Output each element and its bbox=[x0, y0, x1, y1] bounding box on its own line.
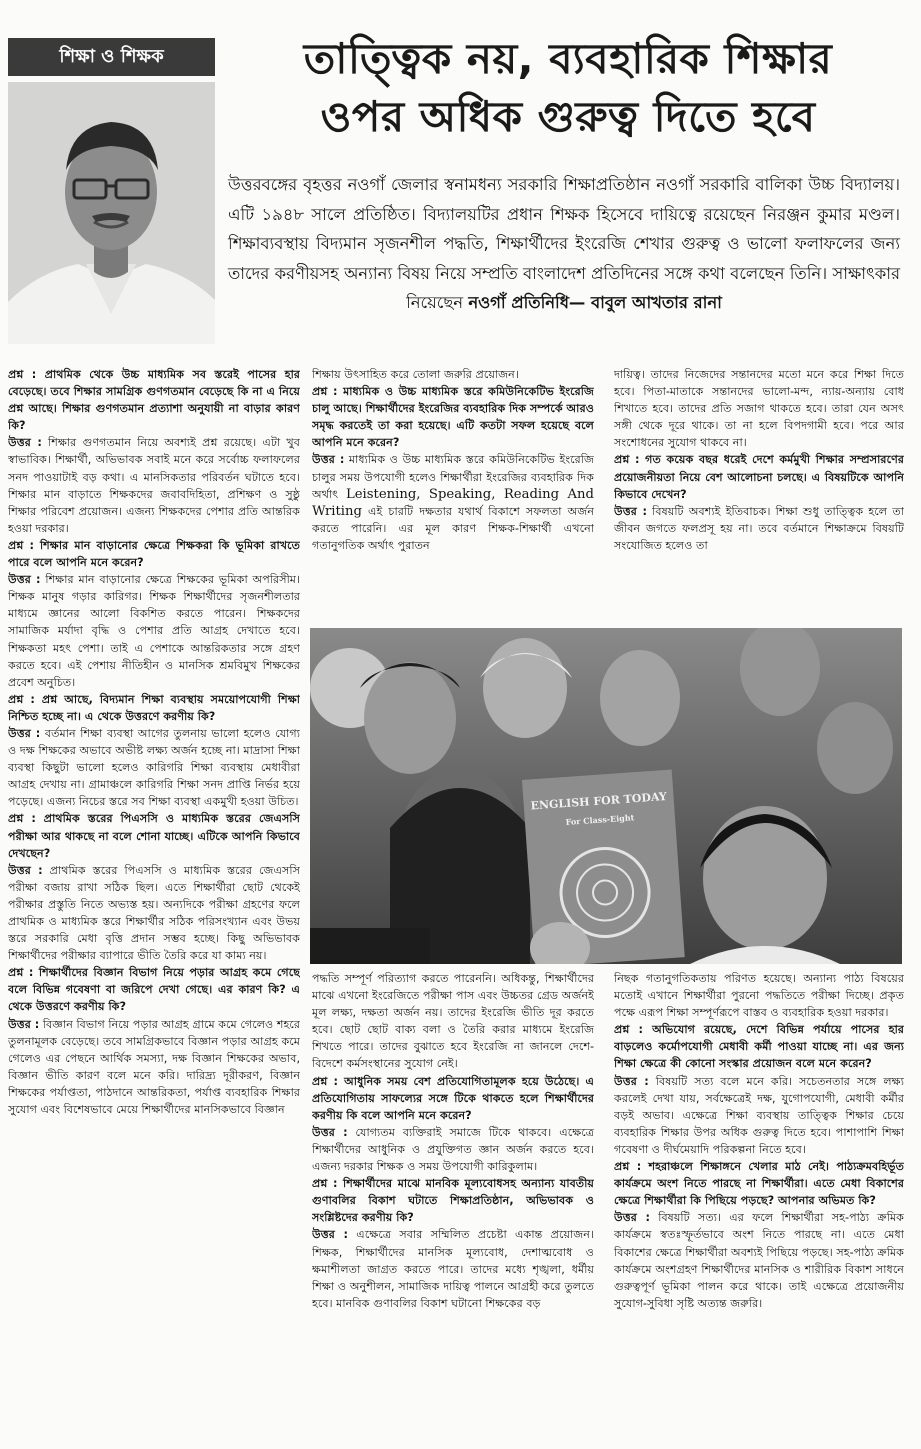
column-3 bbox=[614, 366, 904, 624]
answer-text: শিক্ষার মান বাড়ানোর ক্ষেত্রে শিক্ষকের ভূমিকা অপরিসীম। শিক্ষক মানুষ গড়ার কারিগর। শিক্ষক শিক্ষার্থীদের সৃজনশীলতার মাধ্যমে জ্ঞানের আলো বিকশিত করতে পারেন। শিক্ষকদের সামাজিক মর্যাদা বৃদ্ধি ও পেশার প্রতি আগ্রহ দেখাতে হবে। শিক্ষকতা মহৎ পেশা। তাই এ পেশাকে আন্তরিকতার সঙ্গে গ্রহণ করতে হবে। এই পেশায় নীতিহীন ও মানসিক শ্রমবিমুখ শিক্ষকের প্রবেশ অনুচিত। bbox=[8, 573, 300, 689]
answer-text: বিষয়টি অবশ্যই ইতিবাচক। শিক্ষা শুধু তাত্ত্বিক হলে তা জীবন জগতে ফলপ্রসূ হয় না। তবে বর্তমানে শিক্ষাক্রমে বিষয়টি সংযোজিত হলেও তা bbox=[614, 504, 904, 552]
answer-text: বর্তমান শিক্ষা ব্যবস্থা আগের তুলনায় ভালো হলেও যোগ্য ও দক্ষ শিক্ষকের অভাবে অভীষ্ট লক্ষ্য অর্জন হচ্ছে না। মাদ্রাসা শিক্ষা ব্যবস্থা কিছুটা ভালো হলেও কারিগরি শিক্ষা ব্যবস্থায় মেধাবীরা আগ্রহ দেখায় না। গ্রামাঞ্চলে কারিগরি শিক্ষা সনদ প্রাপ্তি নির্ভর হয়ে পড়েছে। এজন্য নিচের স্তরে সব শিক্ষা ব্যবস্থা একমুখী হওয়া উচিত। bbox=[8, 726, 300, 809]
answer-text: মাধ্যমিক ও উচ্চ মাধ্যমিক স্তরে কমিউনিকেটিভ ইংরেজি চালুর সময় উপযোগী হলেও শিক্ষার্থীরা ইংরেজির ব্যবহারিক দিক অর্থাৎ bbox=[312, 453, 594, 501]
continued-text: পদ্ধতি সম্পূর্ণ পরিত্যাগ করতে পারেননি। অধিকন্তু, শিক্ষার্থীদের মাঝে এখনো ইংরেজিতে পরীক্ষা পাস এবং উচ্চতর গ্রেড অর্জনই মূল লক্ষ্য, দক্ষতা অর্জন নয়। তাদের ইংরেজি ভীতি দূর করতে হবে। ছোট ছোট বাক্য বলা ও তৈরি করার মাধ্যমে ইংরেজি শিখতে পারে। তাদের বুঝাতে হবে ইংরেজি না জানলে দেশে-বিদেশে কর্মসংস্থানের সুযোগ নেই। bbox=[312, 972, 594, 1071]
question: প্রশ্ন : শহরাঞ্চলে শিক্ষাঙ্গনে খেলার মাঠ নেই। পাঠ্যক্রমবহির্ভূত কার্যক্রমে অংশ নিতে পারছে না শিক্ষার্থীরা। এতে মেধা বিকাশের ক্ষেত্রে শিক্ষার্থীরা কি পিছিয়ে পড়ছে? আপনার অভিমত কি? bbox=[614, 1160, 904, 1208]
headline-line-1: তাত্ত্বিক নয়, ব্যবহারিক শিক্ষার bbox=[303, 34, 833, 83]
book-title: ENGLISH FOR TODAY bbox=[530, 789, 668, 813]
question: প্রশ্ন : শিক্ষার্থীদের বিজ্ঞান বিভাগ নিয়ে পড়ার আগ্রহ কমে গেছে বলে বিভিন্ন গবেষণা বা জরিপে দেখা গেছে। এর কারণ কি? এ থেকে উত্তরণে করণীয় কি? bbox=[8, 966, 300, 1014]
answer-label: উত্তর : bbox=[8, 726, 41, 740]
answer-label: উত্তর : bbox=[8, 436, 42, 450]
question: প্রশ্ন : আধুনিক সময় বেশ প্রতিযোগিতামূলক হয়ে উঠেছে। এ প্রতিযোগিতায় সাফল্যের সঙ্গে টিকে থাকতে হলে শিক্ষার্থীদের করণীয় কি বলে আপনি মনে করেন? bbox=[312, 1074, 594, 1122]
question: প্রশ্ন : শিক্ষার্থীদের মাঝে মানবিক মূল্যবোধসহ অন্যান্য যাবতীয় গুণাবলির বিকাশ ঘটাতে শিক্ষাপ্রতিষ্ঠান, অভিভাবক ও সংশ্লিষ্টদের করণীয় কি? bbox=[312, 1177, 594, 1225]
answer-label: উত্তর : bbox=[8, 573, 41, 587]
headline bbox=[228, 30, 908, 146]
section-tag bbox=[8, 38, 215, 76]
question: প্রশ্ন : প্রাথমিক থেকে উচ্চ মাধ্যমিক সব স্তরেই পাসের হার বেড়েছে। তবে শিক্ষার সামগ্রিক গুণগতমান বেড়েছে কি না এ নিয়ে প্রশ্ন আছে। শিক্ষার গুণগতমান প্রত্যাশা অনুযায়ী না বাড়ার কারণ কি? bbox=[8, 368, 300, 433]
answer-label: উত্তর : bbox=[312, 453, 345, 467]
column-1 bbox=[8, 366, 300, 1449]
answer-text: এই চারটি দক্ষতার যথার্থ বিকাশে সফলতা অর্জন করতে পারেনি। এর মূল কারণ শিক্ষক-শিক্ষার্থী এখনো গতানুগতিক অর্থাৎ পুরাতন bbox=[312, 504, 594, 552]
answer bbox=[8, 434, 300, 537]
answer-label: উত্তর : bbox=[8, 1017, 40, 1031]
answer bbox=[312, 1226, 594, 1311]
answer-text: বিজ্ঞান বিভাগ নিয়ে পড়ার আগ্রহ গ্রামে কমে গেলেও শহরে তুলনামূলক বেড়েছে। তবে সামগ্রিকভাবে বিজ্ঞান পড়ার আগ্রহ কমে গেলেও এর পেছনে আর্থিক সমস্যা, দক্ষ বিজ্ঞান শিক্ষকের অভাব, বিজ্ঞান ভীতি কারণ বলে মনে করি। দারিদ্র্য দূরীকরণ, বিজ্ঞান শিক্ষকের পর্যাপ্ততা, পাঠদানে আন্তরিকতা, পর্যাপ্ত ব্যবহারিক শিক্ষার সুযোগ এবং বিশেষভাবে মেয়ে শিক্ষার্থীদের মানসিকভাবে বিজ্ঞান bbox=[8, 1017, 300, 1117]
answer-text: যোগ্যতম ব্যক্তিরাই সমাজে টিকে থাকবে। এক্ষেত্রে শিক্ষার্থীদের আধুনিক ও প্রযুক্তিগত জ্ঞান অর্জন করতে হবে। এজন্য দরকার শিক্ষক ও সময় উপযোগী কারিকুলাম। bbox=[312, 1125, 594, 1174]
continued-text: দায়িত্ব। তাদের নিজেদের সন্তানদের মতো মনে করে শিক্ষা দিতে হবে। পিতা-মাতাকে সন্তানদের ভালো-মন্দ, ন্যায়-অন্যায় বোধ শিখাতে হবে। তাদের প্রতি সজাগ থাকতে হবে। তারা যেন অসৎ সঙ্গী থেকে দূরে থাকে। তা না হলে বিপদগামী হবে। পরে আর সংশোধনের সুযোগ থাকবে না। bbox=[614, 368, 904, 450]
answer-label: উত্তর : bbox=[614, 1211, 650, 1225]
byline: নওগাঁ প্রতিনিধি— বাবুল আখতার রানা bbox=[468, 293, 722, 312]
students-photo bbox=[310, 628, 902, 964]
column-2 bbox=[312, 366, 594, 624]
continued-text: নিছক গতানুগতিকতায় পরিণত হয়েছে। অন্যান্য পাঠ্য বিষয়ের মতোই এখানে শিক্ষার্থীরা পুরনো পদ্ধতিতে পরীক্ষা দিচ্ছে। প্রকৃত পক্ষে এরূপ শিক্ষা সম্পূর্ণরূপে বাস্তব ও ব্যবহারিক হওয়া দরকার। bbox=[614, 972, 904, 1020]
column-4 bbox=[312, 970, 594, 1449]
question: প্রশ্ন : শিক্ষার মান বাড়ানোর ক্ষেত্রে শিক্ষকরা কি ভূমিকা রাখতে পারে বলে আপনি মনে করেন? bbox=[8, 538, 300, 570]
answer-label: উত্তর : bbox=[614, 1074, 649, 1088]
answer bbox=[8, 725, 300, 810]
intro-text: উত্তরবঙ্গের বৃহত্তর নওগাঁ জেলার স্বনামধন্য সরকারি শিক্ষাপ্রতিষ্ঠান নওগাঁ সরকারি বালিকা উচ্চ বিদ্যালয়। এটি ১৯৪৮ সালে প্রতিষ্ঠিত। বিদ্যালয়টির প্রধান শিক্ষক হিসেবে দায়িত্বে রয়েছেন নিরঞ্জন কুমার মণ্ডল। শিক্ষাব্যবস্থায় বিদ্যমান সৃজনশীল পদ্ধতি, শিক্ষার্থীদের ইংরেজি শেখার গুরুত্ব ও ভালো ফলাফলের জন্য তাদের করণীয়সহ অন্যান্য বিষয় নিয়ে সম্প্রতি বাংলাদেশ প্রতিদিনের সঙ্গে কথা বলেছেন তিনি। সাক্ষাৎকার নিয়েছেন bbox=[228, 175, 900, 312]
headline-line-2: ওপর অধিক গুরুত্ব দিতে হবে bbox=[320, 92, 816, 141]
answer bbox=[614, 503, 904, 554]
answer bbox=[8, 571, 300, 691]
answer-label: উত্তর : bbox=[312, 1125, 348, 1139]
question: প্রশ্ন : গত কয়েক বছর ধরেই দেশে কর্মমুখী শিক্ষার সম্প্রসারণের প্রয়োজনীয়তা নিয়ে বেশ আলোচনা চলছে। এ বিষয়টিকে আপনি কিভাবে দেখেন? bbox=[614, 453, 904, 501]
section-tag-label: শিক্ষা ও শিক্ষক bbox=[59, 45, 164, 67]
question: প্রশ্ন : প্রাথমিক স্তরের পিএসসি ও মাধ্যমিক স্তরের জেএসসি পরীক্ষা আর থাকছে না বলে শোনা যাচ্ছে। এটিকে আপনি কিভাবে দেখছেন? bbox=[8, 812, 300, 860]
answer-text: বিষয়টি সত্য বলে মনে করি। সচেতনতার সঙ্গে লক্ষ্য করলেই দেখা যায়, সর্বক্ষেত্রেই দক্ষ, যুগোপযোগী, মেধাবী কর্মীর বড়ই অভাব। এক্ষেত্রে শিক্ষা ব্যবস্থায় তাত্ত্বিক শিক্ষার চেয়ে ব্যবহারিক শিক্ষার উপর অধিক গুরুত্ব দিতে হবে। পাশাপাশি শিক্ষা গবেষণা ও দীর্ঘমেয়াদি পরিকল্পনা নিতে হবে। bbox=[614, 1074, 904, 1156]
answer-text: বিষয়টি সত্য। এর ফলে শিক্ষার্থীরা সহ-পাঠ্য ক্রমিক কার্যক্রমে স্বতঃস্ফূর্তভাবে অংশ নিতে পারছে না। এতে মেধা বিকাশের ক্ষেত্রে শিক্ষার্থীরা অবশ্যই পিছিয়ে পড়ছে। সহ-পাঠ্য ক্রমিক কার্যক্রমে অংশগ্রহণ শিক্ষার্থীদের মানসিক ও শারীরিক বিকাশ সাধনে গুরুত্বপূর্ণ ভূমিকা পালন করে থাকে। তাই এক্ষেত্রে প্রয়োজনীয় সুযোগ-সুবিধা সৃষ্টি অত্যন্ত জরুরি। bbox=[614, 1211, 904, 1310]
answer bbox=[614, 1209, 904, 1312]
question: প্রশ্ন : মাধ্যমিক ও উচ্চ মাধ্যমিক স্তরে কমিউনিকেটিভ ইংরেজি চালু আছে। শিক্ষার্থীদের ইংরেজির ব্যবহারিক দিক সম্পর্কে আরও সমৃদ্ধ করতেই তা করা হয়েছে। এটি কতটা সফল হয়েছে বলে আপনি মনে করেন? bbox=[312, 385, 594, 450]
answer bbox=[8, 862, 300, 965]
intro-paragraph bbox=[228, 170, 900, 318]
answer-text: এক্ষেত্রে সবার সম্মিলিত প্রচেষ্টা একান্ত প্রয়োজন। শিক্ষক, শিক্ষার্থীদের মানসিক মূল্যবোধ, দেশাত্মবোধ ও ক্ষমাশীলতা জাগ্রত করতে পারে। তাদের মধ্যে শৃঙ্খলা, ধর্মীয় শিক্ষা ও অনুশীলন, সামাজিক দায়িত্ব পালনে আগ্রহী করে তুলতে হবে। মানবিক গুণাবলির বিকাশ ঘটানো শিক্ষকের বড় bbox=[312, 1228, 594, 1310]
answer bbox=[312, 451, 594, 554]
answer bbox=[8, 1016, 300, 1119]
question: প্রশ্ন : অভিযোগ রয়েছে, দেশে বিভিন্ন পর্যায়ে পাসের হার বাড়লেও কর্মোপযোগী মেধাবী কর্মী পাওয়া যাচ্ছে না। এর জন্য শিক্ষা ক্ষেত্রে কী কোনো সংস্কার প্রয়োজন বলে মনে করেন? bbox=[614, 1023, 904, 1071]
column-5 bbox=[614, 970, 904, 1449]
answer bbox=[614, 1073, 904, 1158]
answer-label: উত্তর : bbox=[614, 504, 647, 518]
english-skills-text: Leistening, Speaking, Reading And Writing bbox=[312, 486, 594, 519]
answer bbox=[312, 1124, 594, 1175]
answer-text: প্রাথমিক স্তরের পিএসসি ও মাধ্যমিক স্তরের জেএসসি পরীক্ষা বজায় রাখা সঠিক ছিল। এতে শিক্ষার্থীরা ছোট থেকেই পরীক্ষার প্রস্তুতি নিতে অভ্যস্ত হয়। অন্যদিকে পরীক্ষা গ্রহণের ফলে প্রাথমিক ও মাধ্যমিক স্তরে শিক্ষার্থীর সঠিক পরিসংখ্যান এবং উভয় স্তরে সরকারি মেধা বৃত্তি প্রদান সম্ভব হচ্ছে। কিছু অভিভাবক শিক্ষার্থীদের পরীক্ষার ব্যাপারে ভীতি তৈরি করে যা কাম্য নয়। bbox=[8, 863, 300, 963]
answer-label: উত্তর : bbox=[8, 863, 43, 877]
continued-text: শিক্ষায় উৎসাহিত করে তোলা জরুরি প্রয়োজন। bbox=[312, 368, 519, 381]
answer-text: শিক্ষার গুণগতমান নিয়ে অবশ্যই প্রশ্ন রয়েছে। এটা খুব স্বাভাবিক। শিক্ষার্থী, অভিভাবক সবাই মনে করে সর্বোচ্চ ফলাফলের সনদ পাওয়াটাই বড় কথা। এ মানসিকতার পরিবর্তন ঘটাতে হবে। শিক্ষার মান বাড়াতে শিক্ষকদের জবাবদিহিতা, প্রশিক্ষণ ও সুষ্ঠু শিক্ষার পরিবেশ প্রয়োজন। এজন্য শিক্ষকদের পেশার প্রতি আন্তরিক হওয়া দরকার। bbox=[8, 436, 300, 535]
answer-label: উত্তর : bbox=[312, 1228, 348, 1242]
headmaster-portrait bbox=[8, 82, 215, 344]
question: প্রশ্ন : প্রশ্ন আছে, বিদ্যমান শিক্ষা ব্যবস্থায় সময়োপযোগী শিক্ষা নিশ্চিত হচ্ছে না। এ থেকে উত্তরণে করণীয় কি? bbox=[8, 692, 300, 723]
book-subtitle: For Class-Eight bbox=[565, 812, 635, 828]
